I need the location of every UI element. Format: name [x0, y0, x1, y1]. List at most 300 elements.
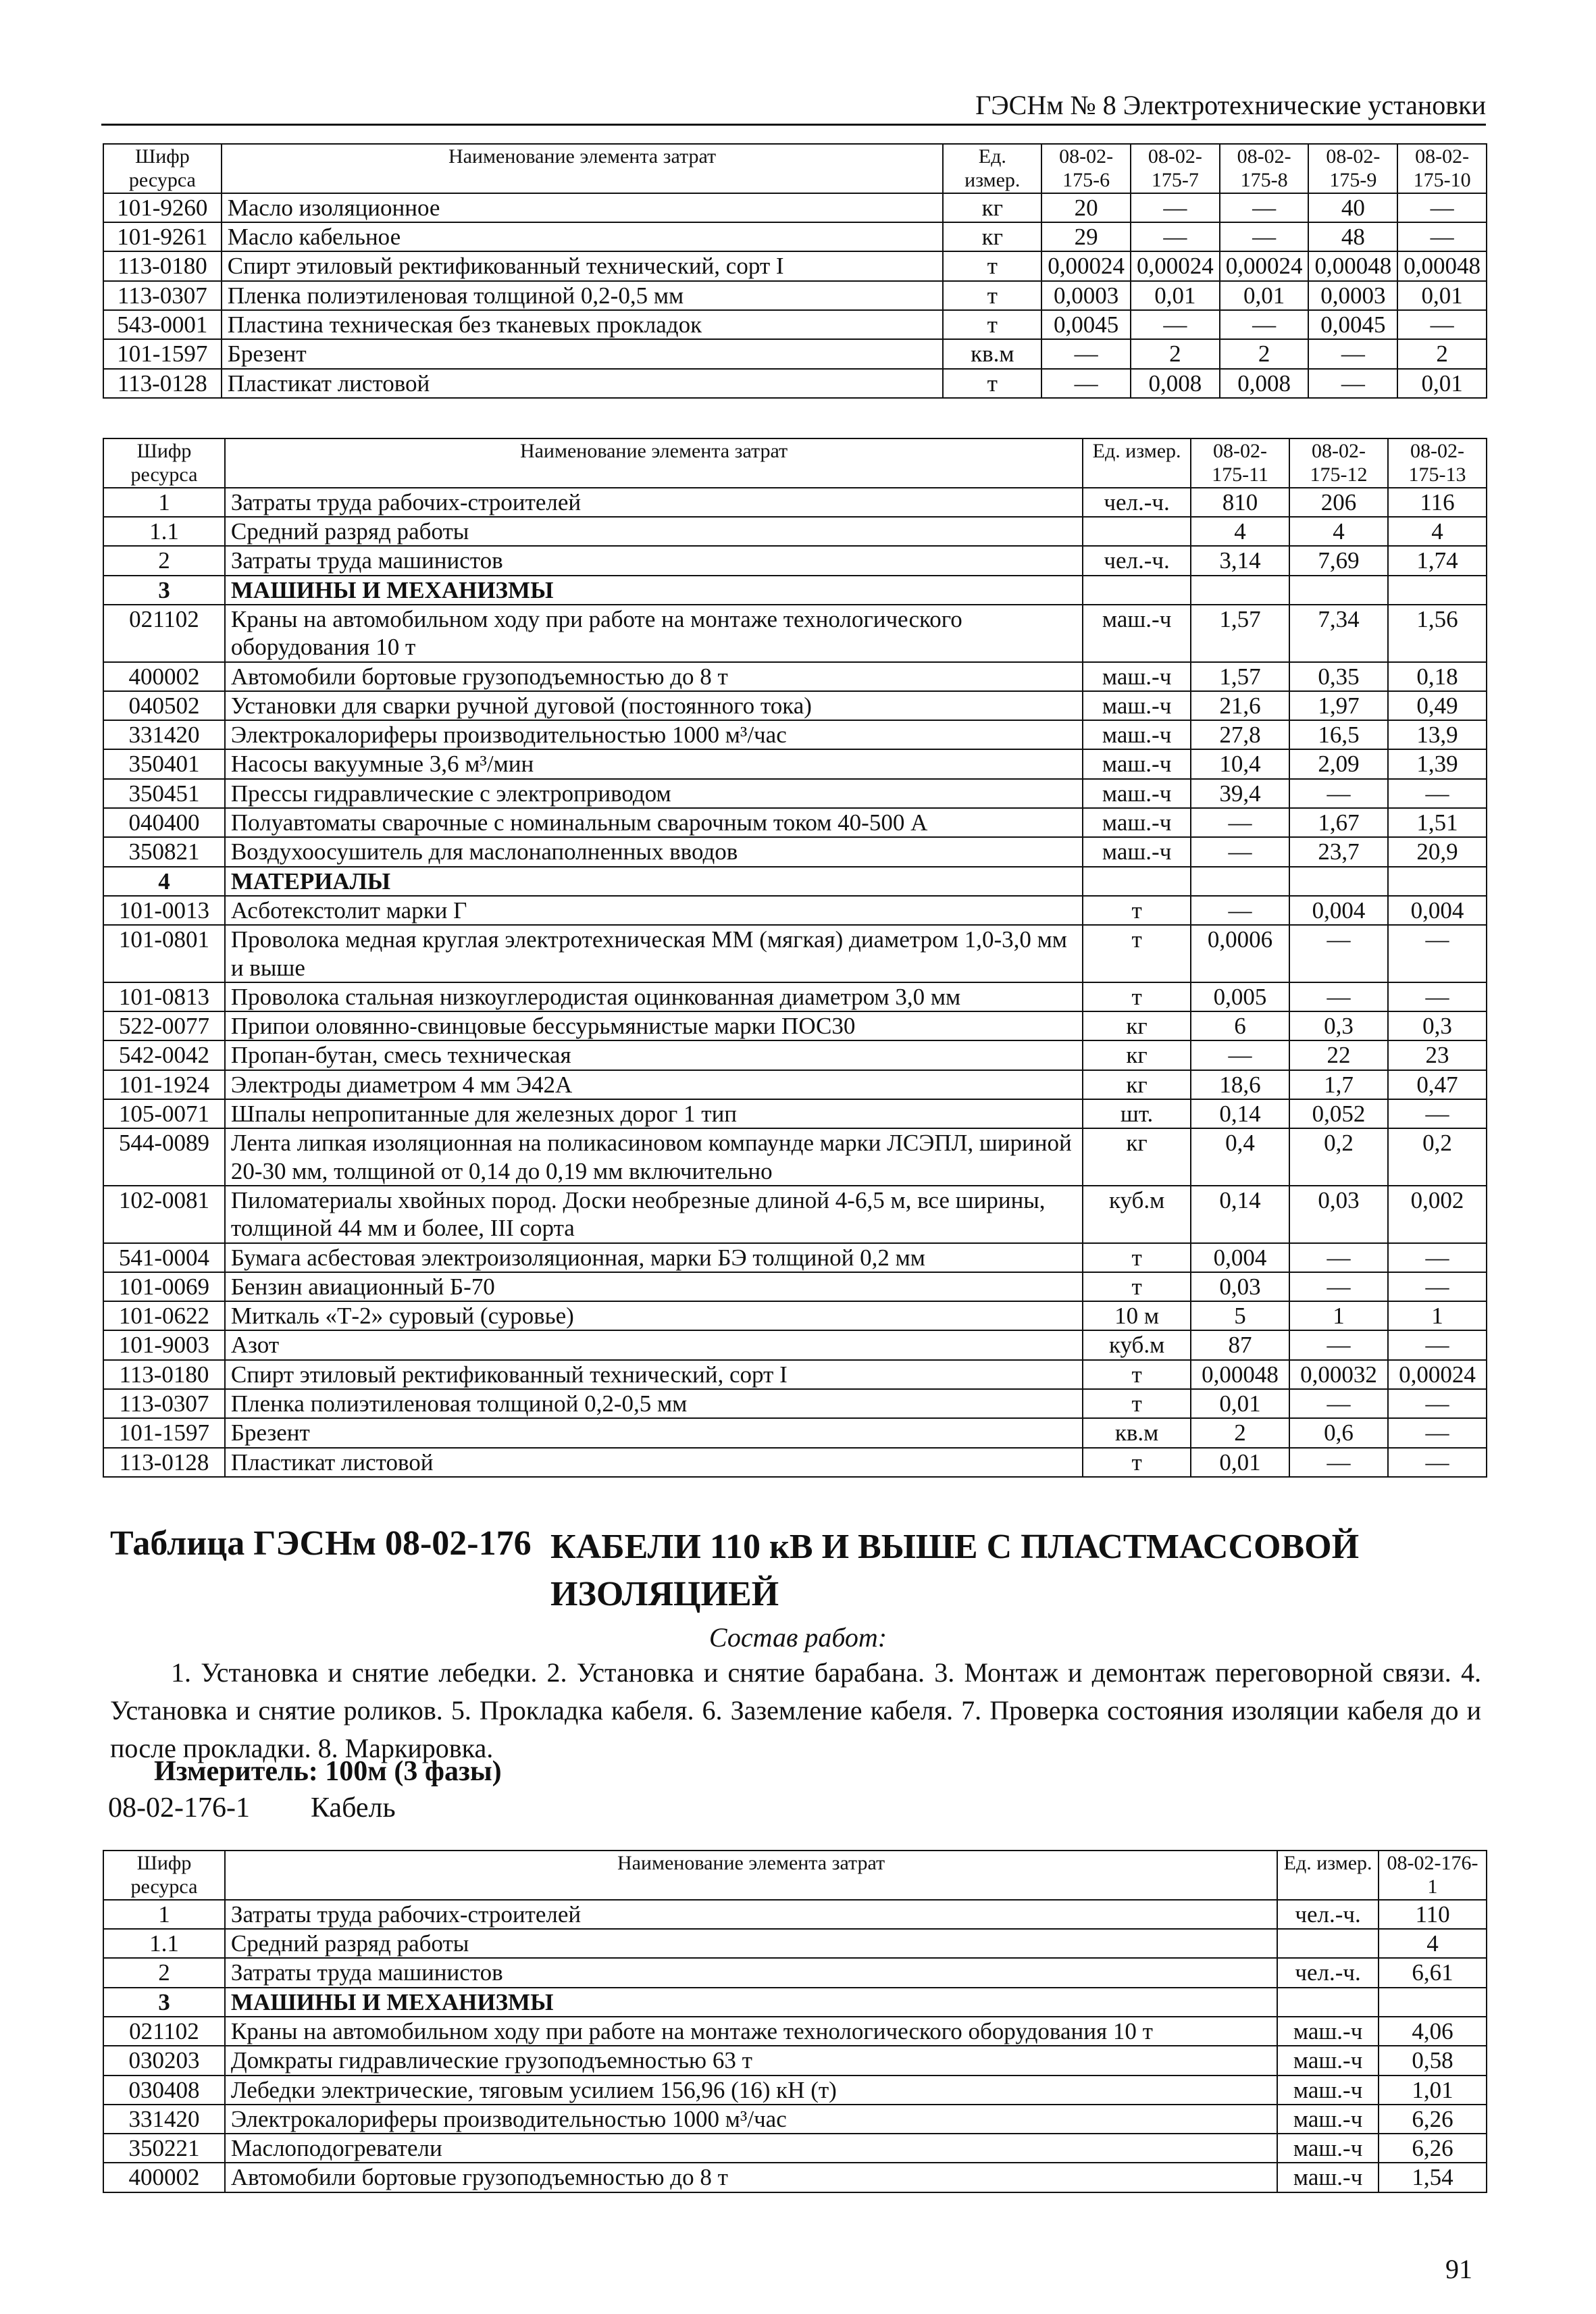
table-title-code: Таблица ГЭСНм 08-02-176: [110, 1524, 532, 1563]
resource-code-cell: 113-0307: [103, 281, 222, 310]
norm-value-cell: 0,01: [1397, 369, 1487, 398]
resource-code-cell: 113-0128: [103, 1448, 225, 1477]
table-header-row: [103, 438, 1487, 488]
norm-value-cell: 0,0006: [1191, 925, 1289, 982]
norm-value-cell: 206: [1289, 488, 1388, 517]
norm-value-cell: 48: [1308, 222, 1397, 251]
resource-name-cell: Миткаль «Т-2» суровый (суровье): [225, 1301, 1083, 1330]
resource-code-cell: 021102: [103, 605, 225, 662]
norm-value-cell: 5: [1191, 1301, 1289, 1330]
norm-value-cell: 18,6: [1191, 1070, 1289, 1099]
norm-value-cell: 4: [1191, 517, 1289, 546]
table-row: [103, 1418, 1487, 1447]
table-row: [103, 193, 1487, 222]
table-08-02-176-1: [103, 1850, 1487, 2193]
resource-code-cell: 101-0622: [103, 1301, 225, 1330]
unit-cell: кг: [1083, 1040, 1191, 1070]
table-row: [103, 2046, 1487, 2075]
table-row: [103, 281, 1487, 310]
norm-value-cell: 21,6: [1191, 691, 1289, 720]
norm-value-cell: —: [1191, 837, 1289, 866]
norm-value-cell: 4: [1388, 517, 1487, 546]
norm-value-cell: 10,4: [1191, 749, 1289, 778]
norm-value-cell: —: [1289, 1389, 1388, 1418]
unit-cell: т: [1083, 982, 1191, 1011]
resource-name-cell: Пластикат листовой: [225, 1448, 1083, 1477]
norm-value-cell: 1,97: [1289, 691, 1388, 720]
col-norm-header: 08-02-175-10: [1397, 144, 1487, 193]
table-row: [103, 1272, 1487, 1301]
table-row: [103, 1186, 1487, 1243]
subsection-heading: [108, 1792, 457, 1824]
table-row: [103, 1243, 1487, 1272]
col-norm-header: 08-02-175-8: [1220, 144, 1309, 193]
resource-name-cell: МАШИНЫ И МЕХАНИЗМЫ: [225, 576, 1083, 605]
unit-cell: маш.-ч: [1083, 779, 1191, 808]
norm-value-cell: [1191, 576, 1289, 605]
norm-value-cell: 0,35: [1289, 662, 1388, 691]
resource-name-cell: Брезент: [222, 339, 944, 368]
resource-name-cell: Затраты труда рабочих-строителей: [225, 1900, 1277, 1929]
resource-code-cell: 113-0180: [103, 1360, 225, 1389]
resource-name-cell: Электрокалориферы производительностью 1000 м³/час: [225, 2105, 1277, 2134]
norm-value-cell: 1,56: [1388, 605, 1487, 662]
table-row: [103, 222, 1487, 251]
unit-cell: маш.-ч: [1083, 837, 1191, 866]
norm-value-cell: 6,61: [1379, 1958, 1487, 1987]
col-code-header: Шифр ресурса: [103, 1851, 225, 1900]
resource-name-cell: Краны на автомобильном ходу при работе на монтаже технологического оборудования 10 т: [225, 2017, 1277, 2046]
norm-value-cell: 22: [1289, 1040, 1388, 1070]
unit-cell: маш.-ч: [1083, 691, 1191, 720]
unit-cell: чел.-ч.: [1277, 1900, 1379, 1929]
norm-value-cell: —: [1131, 222, 1220, 251]
resource-code-cell: 101-1597: [103, 1418, 225, 1447]
norm-value-cell: —: [1289, 1272, 1388, 1301]
unit-cell: маш.-ч: [1083, 662, 1191, 691]
resource-code-cell: 1.1: [103, 517, 225, 546]
norm-value-cell: 116: [1388, 488, 1487, 517]
table-row: [103, 1958, 1487, 1987]
table-08-02-175-6-10: [103, 143, 1487, 399]
table-row: [103, 779, 1487, 808]
norm-value-cell: —: [1388, 1243, 1487, 1272]
norm-value-cell: —: [1191, 808, 1289, 837]
norm-value-cell: 1: [1289, 1301, 1388, 1330]
norm-value-cell: 0,03: [1289, 1186, 1388, 1243]
unit-cell: кв.м: [943, 339, 1041, 368]
resource-name-cell: Проволока стальная низкоуглеродистая оцинкованная диаметром 3,0 мм: [225, 982, 1083, 1011]
col-norm-header: 08-02-175-9: [1308, 144, 1397, 193]
norm-value-cell: 39,4: [1191, 779, 1289, 808]
norm-value-cell: 6,26: [1379, 2134, 1487, 2163]
norm-value-cell: [1191, 867, 1289, 896]
resource-name-cell: Затраты труда машинистов: [225, 546, 1083, 575]
resource-code-cell: 331420: [103, 720, 225, 749]
resource-name-cell: Шпалы непропитанные для железных дорог 1 тип: [225, 1099, 1083, 1128]
resource-name-cell: Припои оловянно-свинцовые бессурьмянистые марки ПОС30: [225, 1011, 1083, 1040]
norm-value-cell: —: [1220, 222, 1309, 251]
norm-value-cell: —: [1131, 310, 1220, 339]
resource-name-cell: Пленка полиэтиленовая толщиной 0,2-0,5 мм: [222, 281, 944, 310]
resource-code-cell: 101-0801: [103, 925, 225, 982]
norm-value-cell: 6: [1191, 1011, 1289, 1040]
resource-code-cell: 544-0089: [103, 1128, 225, 1186]
norm-value-cell: 1,54: [1379, 2163, 1487, 2192]
resource-code-cell: 040502: [103, 691, 225, 720]
col-code-header: Шифр ресурса: [103, 438, 225, 488]
resource-code-cell: 102-0081: [103, 1186, 225, 1243]
norm-value-cell: 1,67: [1289, 808, 1388, 837]
resource-name-cell: Пропан-бутан, смесь техническая: [225, 1040, 1083, 1070]
unit-cell: кг: [1083, 1011, 1191, 1040]
resource-code-cell: 3: [103, 576, 225, 605]
norm-value-cell: 0,14: [1191, 1099, 1289, 1128]
table-row: [103, 605, 1487, 662]
unit-cell: т: [1083, 1360, 1191, 1389]
norm-value-cell: 0,0045: [1041, 310, 1131, 339]
table-row: [103, 2017, 1487, 2046]
table-row: [103, 1099, 1487, 1128]
norm-value-cell: 23,7: [1289, 837, 1388, 866]
norm-value-cell: —: [1289, 925, 1388, 982]
table-row: [103, 837, 1487, 866]
norm-value-cell: 0,03: [1191, 1272, 1289, 1301]
resource-name-cell: Спирт этиловый ректификованный технический, сорт I: [222, 251, 944, 280]
norm-value-cell: 0,01: [1191, 1448, 1289, 1477]
resource-name-cell: Маслоподогреватели: [225, 2134, 1277, 2163]
resource-code-cell: 101-1924: [103, 1070, 225, 1099]
norm-value-cell: —: [1308, 339, 1397, 368]
table-row: [103, 2134, 1487, 2163]
unit-cell: [1083, 576, 1191, 605]
table-header-row: [103, 144, 1487, 193]
norm-value-cell: —: [1191, 1040, 1289, 1070]
norm-value-cell: —: [1397, 310, 1487, 339]
norm-value-cell: 0,008: [1220, 369, 1309, 398]
norm-value-cell: 0,3: [1289, 1011, 1388, 1040]
table-row: [103, 251, 1487, 280]
resource-code-cell: 350451: [103, 779, 225, 808]
norm-value-cell: 6,26: [1379, 2105, 1487, 2134]
subsection-name: Кабель: [310, 1792, 396, 1823]
norm-value-cell: 0,47: [1388, 1070, 1487, 1099]
unit-cell: маш.-ч: [1277, 2105, 1379, 2134]
resource-code-cell: 1.1: [103, 1929, 225, 1958]
unit-cell: куб.м: [1083, 1186, 1191, 1243]
col-norm-header: 08-02-175-7: [1131, 144, 1220, 193]
norm-value-cell: —: [1289, 779, 1388, 808]
table-row: [103, 1040, 1487, 1070]
norm-value-cell: 1,74: [1388, 546, 1487, 575]
norm-value-cell: —: [1388, 982, 1487, 1011]
table-row: [103, 1988, 1487, 2017]
resource-code-cell: 1: [103, 488, 225, 517]
norm-value-cell: 810: [1191, 488, 1289, 517]
norm-value-cell: —: [1041, 339, 1131, 368]
norm-value-cell: 0,2: [1388, 1128, 1487, 1186]
resource-name-cell: Затраты труда рабочих-строителей: [225, 488, 1083, 517]
col-unit-header: Ед. измер.: [1083, 438, 1191, 488]
norm-value-cell: —: [1289, 982, 1388, 1011]
resource-code-cell: 350221: [103, 2134, 225, 2163]
unit-cell: т: [943, 281, 1041, 310]
norm-value-cell: —: [1388, 1330, 1487, 1359]
table-row: [103, 369, 1487, 398]
norm-value-cell: 0,004: [1289, 896, 1388, 925]
unit-cell: маш.-ч: [1277, 2017, 1379, 2046]
resource-name-cell: Воздухоосушитель для маслонаполненных вводов: [225, 837, 1083, 866]
norm-value-cell: 0,3: [1388, 1011, 1487, 1040]
norm-value-cell: 7,69: [1289, 546, 1388, 575]
norm-value-cell: 4: [1289, 517, 1388, 546]
resource-code-cell: 350821: [103, 837, 225, 866]
norm-value-cell: 0,01: [1220, 281, 1309, 310]
resource-name-cell: Пиломатериалы хвойных пород. Доски необрезные длиной 4-6,5 м, все ширины, толщиной 44 мм и более, III сорта: [225, 1186, 1083, 1243]
table-row: [103, 982, 1487, 1011]
norm-value-cell: 1,57: [1191, 605, 1289, 662]
norm-value-cell: 29: [1041, 222, 1131, 251]
table-08-02-175-11-13: [103, 438, 1487, 1478]
page-number: 91: [1445, 2254, 1472, 2284]
col-unit-header: Ед. измер.: [1277, 1851, 1379, 1900]
unit-cell: [1277, 1929, 1379, 1958]
norm-value-cell: 2: [1131, 339, 1220, 368]
table-row: [103, 1389, 1487, 1418]
table-row: [103, 662, 1487, 691]
resource-code-cell: 2: [103, 546, 225, 575]
resource-name-cell: Азот: [225, 1330, 1083, 1359]
table-row: [103, 896, 1487, 925]
resource-code-cell: 113-0180: [103, 251, 222, 280]
unit-cell: т: [943, 310, 1041, 339]
resource-code-cell: 101-0013: [103, 896, 225, 925]
resource-name-cell: Спирт этиловый ректификованный технический, сорт I: [225, 1360, 1083, 1389]
norm-value-cell: 40: [1308, 193, 1397, 222]
norm-value-cell: 20,9: [1388, 837, 1487, 866]
norm-value-cell: 1,57: [1191, 662, 1289, 691]
resource-code-cell: 113-0307: [103, 1389, 225, 1418]
table-row: [103, 720, 1487, 749]
resource-code-cell: 040400: [103, 808, 225, 837]
resource-code-cell: 350401: [103, 749, 225, 778]
unit-cell: маш.-ч: [1277, 2134, 1379, 2163]
resource-name-cell: Проволока медная круглая электротехническая ММ (мягкая) диаметром 1,0-3,0 мм и выше: [225, 925, 1083, 982]
norm-value-cell: —: [1388, 1448, 1487, 1477]
resource-code-cell: 021102: [103, 2017, 225, 2046]
resource-name-cell: Масло кабельное: [222, 222, 944, 251]
resource-code-cell: 4: [103, 867, 225, 896]
resource-code-cell: 1: [103, 1900, 225, 1929]
norm-value-cell: 0,00024: [1220, 251, 1309, 280]
norm-value-cell: 1,01: [1379, 2076, 1487, 2105]
resource-code-cell: 541-0004: [103, 1243, 225, 1272]
norm-value-cell: 0,58: [1379, 2046, 1487, 2075]
resource-code-cell: 2: [103, 1958, 225, 1987]
table-row: [103, 925, 1487, 982]
norm-value-cell: 0,01: [1131, 281, 1220, 310]
norm-value-cell: 0,00024: [1131, 251, 1220, 280]
norm-value-cell: 0,00032: [1289, 1360, 1388, 1389]
norm-value-cell: —: [1131, 193, 1220, 222]
unit-cell: т: [1083, 896, 1191, 925]
work-composition-label: Состав работ:: [709, 1622, 887, 1653]
measure-unit: Измеритель: 100м (3 фазы): [154, 1756, 502, 1787]
norm-value-cell: 0,0045: [1308, 310, 1397, 339]
norm-value-cell: 0,4: [1191, 1128, 1289, 1186]
resource-name-cell: Прессы гидравлические с электроприводом: [225, 779, 1083, 808]
norm-value-cell: 20: [1041, 193, 1131, 222]
resource-name-cell: Лента липкая изоляционная на поликасиновом компаунде марки ЛСЭПЛ, шириной 20-30 мм, толщиной от 0,14 до 0,19 мм включительно: [225, 1128, 1083, 1186]
resource-name-cell: Краны на автомобильном ходу при работе на монтаже технологического оборудования 10 т: [225, 605, 1083, 662]
resource-name-cell: Домкраты гидравлические грузоподъемностью 63 т: [225, 2046, 1277, 2075]
table-row: [103, 1301, 1487, 1330]
norm-value-cell: —: [1397, 222, 1487, 251]
resource-code-cell: 030203: [103, 2046, 225, 2075]
work-composition-text: 1. Установка и снятие лебедки. 2. Установка и снятие барабана. 3. Монтаж и демонтаж переговорной связи. 4. Установка и снятие роликов. 5. Прокладка кабеля. 6. Заземление кабеля. 7. Проверка состояния изоляции кабеля до и после прокладки. 8. Маркировка.: [110, 1657, 1481, 1763]
resource-name-cell: Электрокалориферы производительностью 1000 м³/час: [225, 720, 1083, 749]
resource-code-cell: 101-0813: [103, 982, 225, 1011]
resource-code-cell: 101-9261: [103, 222, 222, 251]
col-name-header: Наименование элемента затрат: [225, 438, 1083, 488]
norm-value-cell: 0,004: [1388, 896, 1487, 925]
norm-value-cell: 23: [1388, 1040, 1487, 1070]
norm-value-cell: 0,00048: [1397, 251, 1487, 280]
table-row: [103, 2105, 1487, 2134]
norm-value-cell: 2: [1397, 339, 1487, 368]
unit-cell: т: [1083, 1272, 1191, 1301]
norm-value-cell: 1: [1388, 1301, 1487, 1330]
norm-value-cell: 7,34: [1289, 605, 1388, 662]
unit-cell: т: [943, 251, 1041, 280]
norm-value-cell: 0,00048: [1191, 1360, 1289, 1389]
resource-code-cell: 101-9260: [103, 193, 222, 222]
resource-name-cell: Пленка полиэтиленовая толщиной 0,2-0,5 мм: [225, 1389, 1083, 1418]
norm-value-cell: —: [1289, 1243, 1388, 1272]
table-row: [103, 1330, 1487, 1359]
norm-value-cell: —: [1388, 925, 1487, 982]
resource-name-cell: МАШИНЫ И МЕХАНИЗМЫ: [225, 1988, 1277, 2017]
norm-value-cell: [1379, 1988, 1487, 2017]
resource-name-cell: Брезент: [225, 1418, 1083, 1447]
unit-cell: кг: [1083, 1070, 1191, 1099]
norm-value-cell: 0,01: [1191, 1389, 1289, 1418]
resource-code-cell: 101-0069: [103, 1272, 225, 1301]
resource-code-cell: 543-0001: [103, 310, 222, 339]
unit-cell: маш.-ч: [1277, 2076, 1379, 2105]
resource-name-cell: Автомобили бортовые грузоподъемностью до 8 т: [225, 2163, 1277, 2192]
norm-value-cell: 0,14: [1191, 1186, 1289, 1243]
unit-cell: маш.-ч: [1277, 2046, 1379, 2075]
resource-code-cell: 522-0077: [103, 1011, 225, 1040]
table-row: [103, 517, 1487, 546]
unit-cell: 10 м: [1083, 1301, 1191, 1330]
norm-value-cell: —: [1289, 1330, 1388, 1359]
norm-value-cell: 0,00024: [1388, 1360, 1487, 1389]
norm-value-cell: 2: [1220, 339, 1309, 368]
col-norm-header: 08-02-175-13: [1388, 438, 1487, 488]
norm-value-cell: [1388, 867, 1487, 896]
norm-value-cell: 16,5: [1289, 720, 1388, 749]
unit-cell: [1083, 517, 1191, 546]
norm-value-cell: —: [1388, 779, 1487, 808]
norm-value-cell: [1289, 867, 1388, 896]
table-row: [103, 310, 1487, 339]
norm-value-cell: 0,005: [1191, 982, 1289, 1011]
unit-cell: кг: [943, 193, 1041, 222]
norm-value-cell: —: [1388, 1418, 1487, 1447]
norm-value-cell: 0,2: [1289, 1128, 1388, 1186]
table-row: [103, 546, 1487, 575]
unit-cell: кг: [1083, 1128, 1191, 1186]
table-row: [103, 1011, 1487, 1040]
table-row: [103, 1929, 1487, 1958]
norm-value-cell: 0,008: [1131, 369, 1220, 398]
norm-value-cell: 4: [1379, 1929, 1487, 1958]
norm-value-cell: 1,7: [1289, 1070, 1388, 1099]
table-row: [103, 867, 1487, 896]
norm-value-cell: —: [1397, 193, 1487, 222]
norm-value-cell: 0,00048: [1308, 251, 1397, 280]
resource-name-cell: МАТЕРИАЛЫ: [225, 867, 1083, 896]
norm-value-cell: [1289, 576, 1388, 605]
table-row: [103, 749, 1487, 778]
resource-name-cell: Пластикат листовой: [222, 369, 944, 398]
table-row: [103, 691, 1487, 720]
resource-name-cell: Насосы вакуумные 3,6 м³/мин: [225, 749, 1083, 778]
resource-code-cell: 542-0042: [103, 1040, 225, 1070]
unit-cell: т: [1083, 1389, 1191, 1418]
running-header: ГЭСНм № 8 Электротехнические установки: [101, 89, 1486, 126]
norm-value-cell: —: [1220, 193, 1309, 222]
unit-cell: маш.-ч: [1083, 605, 1191, 662]
col-code-header: Шифр ресурса: [103, 144, 222, 193]
table-row: [103, 1448, 1487, 1477]
table-title-name: КАБЕЛИ 110 кВ И ВЫШЕ С ПЛАСТМАССОВОЙ ИЗОЛЯЦИЕЙ: [550, 1528, 1360, 1614]
table-row: [103, 488, 1487, 517]
table-row: [103, 1900, 1487, 1929]
norm-value-cell: 2: [1191, 1418, 1289, 1447]
norm-value-cell: 0,052: [1289, 1099, 1388, 1128]
unit-cell: [1277, 1988, 1379, 2017]
unit-cell: маш.-ч: [1083, 808, 1191, 837]
unit-cell: чел.-ч.: [1277, 1958, 1379, 1987]
table-row: [103, 808, 1487, 837]
norm-value-cell: —: [1041, 369, 1131, 398]
table-row: [103, 2076, 1487, 2105]
col-norm-header: 08-02-176-1: [1379, 1851, 1487, 1900]
norm-value-cell: 0,0003: [1041, 281, 1131, 310]
col-name-header: Наименование элемента затрат: [222, 144, 944, 193]
unit-cell: т: [1083, 1243, 1191, 1272]
norm-value-cell: 1,51: [1388, 808, 1487, 837]
resource-code-cell: 101-9003: [103, 1330, 225, 1359]
norm-value-cell: —: [1191, 896, 1289, 925]
norm-value-cell: 0,6: [1289, 1418, 1388, 1447]
resource-name-cell: Полуавтоматы сварочные с номинальным сварочным током 40-500 А: [225, 808, 1083, 837]
unit-cell: шт.: [1083, 1099, 1191, 1128]
unit-cell: кг: [943, 222, 1041, 251]
resource-code-cell: 3: [103, 1988, 225, 2017]
resource-code-cell: 400002: [103, 662, 225, 691]
norm-value-cell: 0,01: [1397, 281, 1487, 310]
norm-value-cell: —: [1308, 369, 1397, 398]
unit-cell: маш.-ч: [1083, 749, 1191, 778]
unit-cell: т: [943, 369, 1041, 398]
resource-code-cell: 105-0071: [103, 1099, 225, 1128]
resource-name-cell: Электроды диаметром 4 мм Э42А: [225, 1070, 1083, 1099]
resource-code-cell: 400002: [103, 2163, 225, 2192]
